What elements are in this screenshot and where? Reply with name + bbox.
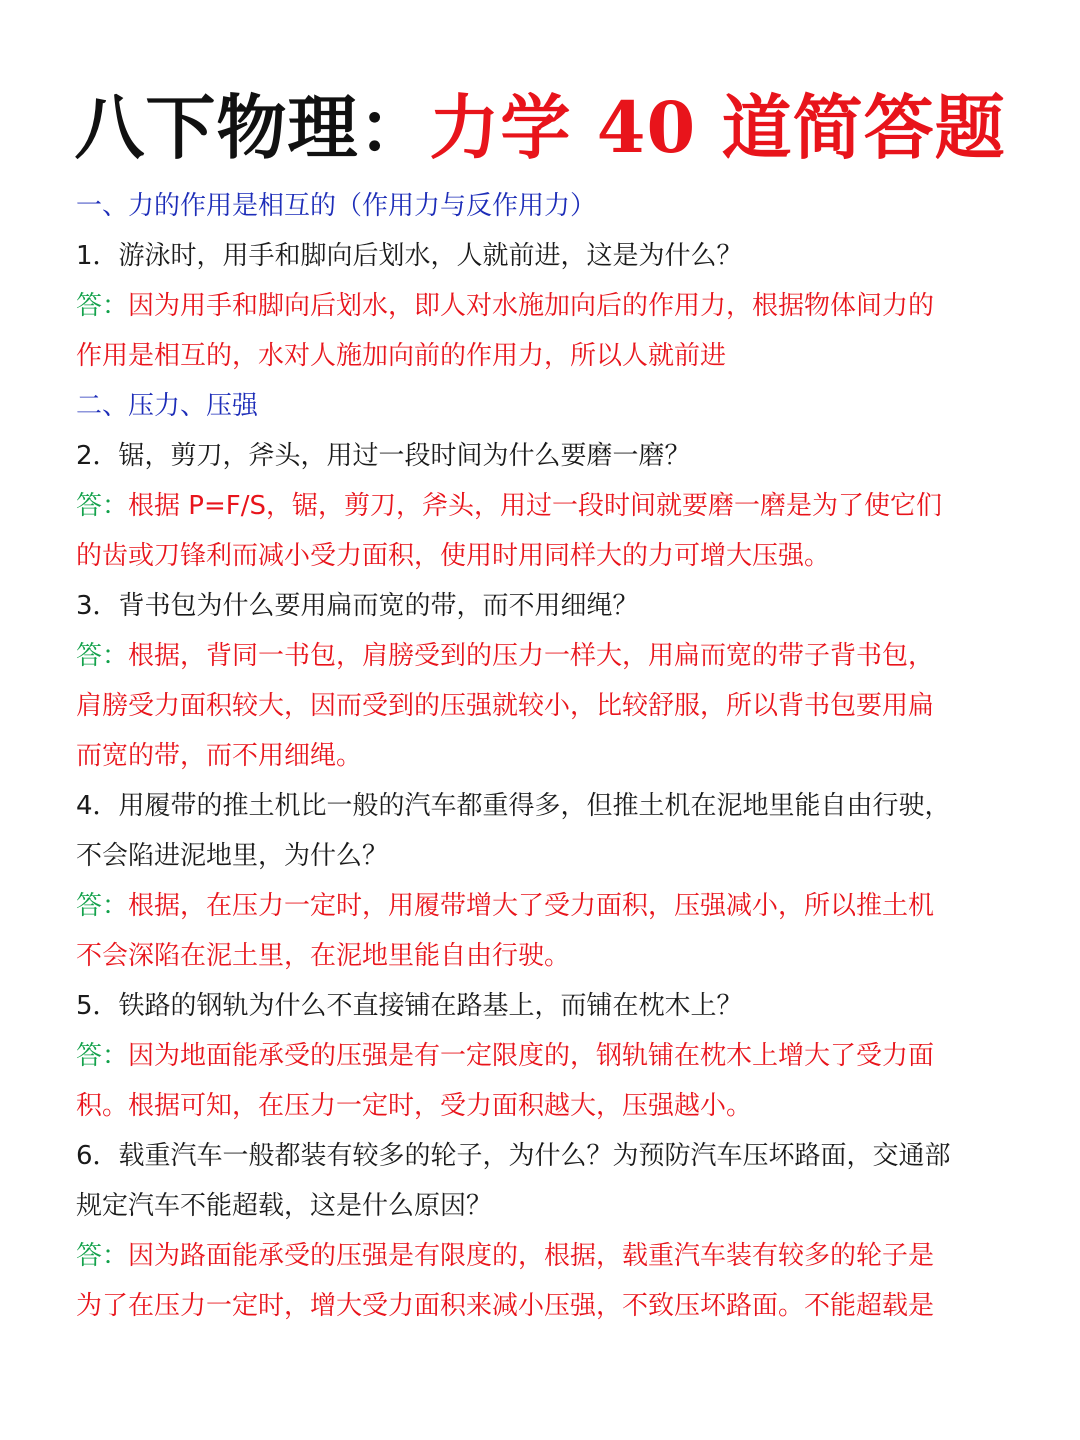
page-title	[0, 78, 1080, 178]
title-subject: 八下物理：	[74, 86, 430, 169]
answer-1-line-2: 作用是相互的，水对人施加向前的作用力，所以人就前进	[76, 341, 727, 371]
answer-6-line-1	[76, 1231, 1016, 1281]
answer-4-line-1	[76, 881, 1016, 931]
answer-5-line-2: 积。根据可知，在压力一定时，受力面积越大，压强越小。	[76, 1091, 753, 1121]
answer-1-text-1: 因为用手和脚向后划水，即人对水施加向后的作用力，根据物体间力的	[128, 291, 935, 321]
answer-3-line-3: 而宽的带，而不用细绳。	[76, 741, 363, 771]
answer-2-line-2: 的齿或刀锋利而减小受力面积，使用时用同样大的力可增大压强。	[76, 541, 831, 571]
answer-2-line-1	[76, 481, 1016, 531]
answer-4-text-1: 根据，在压力一定时，用履带增大了受力面积，压强减小，所以推土机	[128, 891, 935, 921]
answer-1-line-1	[76, 281, 1016, 331]
section-heading-2: 二、压力、压强	[76, 391, 259, 421]
question-4-line-1: 4．用履带的推土机比一般的汽车都重得多，但推土机在泥地里能自由行驶，	[76, 791, 951, 821]
answer-label: 答：	[76, 1041, 129, 1071]
answer-6-line-2: 为了在压力一定时，增大受力面积来减小压强，不致压坏路面。不能超载是	[76, 1291, 935, 1321]
answer-5-line-1	[76, 1031, 1016, 1081]
section-heading-1: 一、力的作用是相互的（作用力与反作用力）	[76, 191, 597, 221]
answer-label: 答：	[76, 1241, 129, 1271]
question-5-line-1: 5．铁路的钢轨为什么不直接铺在路基上，而铺在枕木上？	[76, 991, 743, 1021]
question-4-line-2: 不会陷进泥地里，为什么？	[76, 841, 389, 871]
question-1-line-1: 1．游泳时，用手和脚向后划水，人就前进，这是为什么？	[76, 241, 743, 271]
answer-4-line-2: 不会深陷在泥土里，在泥地里能自由行驶。	[76, 941, 571, 971]
answer-3-text-1: 根据，背同一书包，肩膀受到的压力一样大，用扁而宽的带子背书包，	[128, 641, 935, 671]
answer-label: 答：	[76, 491, 129, 521]
answer-label: 答：	[76, 641, 129, 671]
question-6-line-2: 规定汽车不能超载，这是什么原因？	[76, 1191, 493, 1221]
answer-5-text-1: 因为地面能承受的压强是有一定限度的，钢轨铺在枕木上增大了受力面	[128, 1041, 935, 1071]
title-topic: 力学 40 道简答题	[429, 86, 1006, 169]
answer-6-text-1: 因为路面能承受的压强是有限度的，根据，载重汽车装有较多的轮子是	[128, 1241, 935, 1271]
answer-3-line-1	[76, 631, 1016, 681]
question-2-line-1: 2．锯，剪刀，斧头，用过一段时间为什么要磨一磨？	[76, 441, 691, 471]
question-3-line-1: 3．背书包为什么要用扁而宽的带，而不用细绳？	[76, 591, 639, 621]
answer-3-line-2: 肩膀受力面积较大，因而受到的压强就较小，比较舒服，所以背书包要用扁	[76, 691, 935, 721]
answer-label: 答：	[76, 891, 129, 921]
answer-label: 答：	[76, 291, 129, 321]
answer-2-text-1: 根据 P=F/S，锯，剪刀，斧头，用过一段时间就要磨一磨是为了使它们	[128, 491, 942, 521]
content-body	[76, 181, 1016, 1331]
question-6-line-1: 6．载重汽车一般都装有较多的轮子，为什么？为预防汽车压坏路面，交通部	[76, 1141, 951, 1171]
